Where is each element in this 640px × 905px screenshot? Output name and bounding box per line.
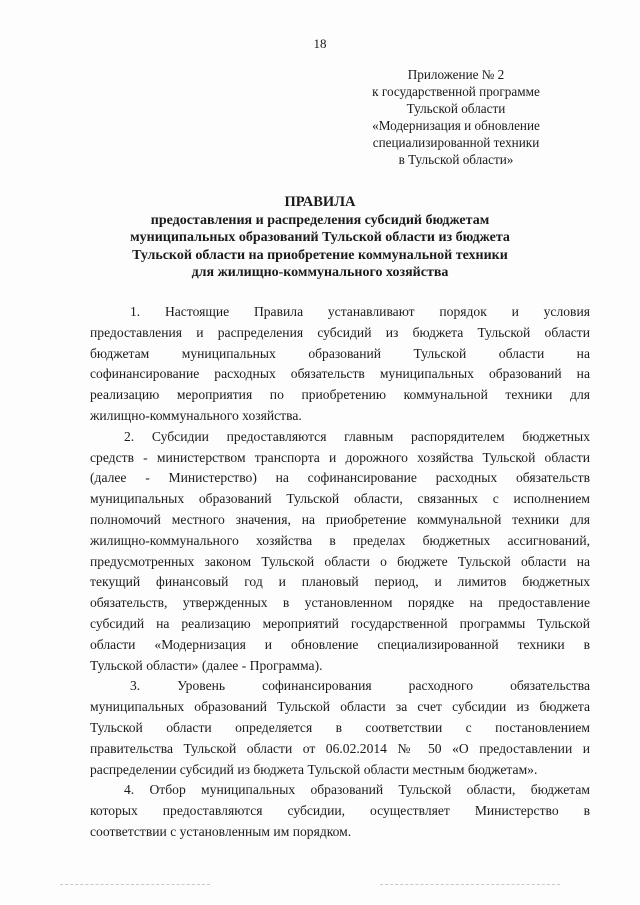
text-line: муниципальных образований Тульской области за счет субсидии из бюджета [90, 699, 590, 715]
paragraph-1 [90, 302, 590, 427]
text-line: распределении субсидий из бюджета Тульской области местным бюджетам». [90, 761, 538, 777]
scan-artifact-line [60, 884, 210, 885]
text-line: (далее - Министерство) на софинансирование расходных обязательств [90, 470, 590, 486]
text-line: области «Модернизация и обновление специализированной техники в [90, 636, 590, 652]
title-main: ПРАВИЛА [284, 194, 356, 210]
appendix-line: специализированной техники [372, 135, 540, 150]
text-line: полномочий местного значения, на приобретение коммунальной техники для [90, 511, 590, 527]
text-line: жилищно-коммунального хозяйства. [90, 407, 302, 423]
text-line: муниципальных образований Тульской области, связанных с исполнением [90, 491, 590, 507]
document-title [90, 194, 550, 282]
text-line: 1. Настоящие Правила устанавливают порядок и условия [130, 304, 590, 319]
title-line: для жилищно-коммунального хозяйства [191, 265, 449, 280]
title-line: Тульской области на приобретение коммунальной техники [132, 247, 508, 263]
paragraph-4 [90, 780, 590, 842]
text-line: правительства Тульской области от 06.02.2014 № 50 «О предоставлении и [90, 740, 590, 756]
text-line: предоставления и распределения субсидий из бюджета Тульской области [90, 324, 590, 340]
appendix-header [352, 66, 560, 168]
text-line: текущий финансовый год и плановый период, и лимитов бюджетных [90, 574, 590, 590]
page-number: 18 [313, 36, 327, 51]
text-line: предусмотренных законом Тульской области о бюджете Тульской области на [90, 553, 590, 569]
appendix-line: Тульской области [406, 101, 506, 116]
text-line: Тульской области» (далее - Программа). [90, 657, 323, 673]
paragraph-2 [90, 427, 590, 677]
text-line: которых предоставляются субсидии, осуществляет Министерство в [90, 803, 590, 819]
text-line: обязательств, утвержденных в установленном порядке на предоставление [90, 595, 590, 611]
text-line: 2. Субсидии предоставляются главным распорядителем бюджетных [124, 428, 590, 444]
text-line: реализацию мероприятия по приобретению коммунальной техники для [90, 387, 590, 403]
title-line: предоставления и распределения субсидий бюджетам [150, 212, 490, 228]
document-body [90, 302, 590, 843]
text-line: Тульской области определяется в соответствии с постановлением [90, 719, 590, 735]
appendix-line: в Тульской области» [398, 152, 514, 167]
text-line: 4. Отбор муниципальных образований Тульской области, бюджетам [124, 782, 590, 798]
text-line: субсидий на реализацию мероприятий государственной программы Тульской [90, 615, 590, 631]
text-line: жилищно-коммунального хозяйства в пределах бюджетных ассигнований, [90, 532, 590, 548]
appendix-line: Приложение № 2 [407, 67, 505, 82]
text-line: софинансирование расходных обязательств муниципальных образований на [90, 366, 590, 382]
scan-artifact-line [380, 884, 560, 885]
title-line: муниципальных образований Тульской области из бюджета [130, 230, 510, 245]
text-line: бюджетам муниципальных образований Тульской области на [90, 345, 590, 361]
text-line: средств - министерством транспорта и дорожного хозяйства Тульской области [90, 449, 590, 465]
appendix-line: «Модернизация и обновление [372, 118, 540, 133]
text-line: 3. Уровень софинансирования расходного обязательства [130, 678, 590, 694]
appendix-line: к государственной программе [372, 84, 540, 99]
paragraph-3 [90, 676, 590, 780]
text-line: соответствии с установленным им порядком. [90, 823, 352, 839]
